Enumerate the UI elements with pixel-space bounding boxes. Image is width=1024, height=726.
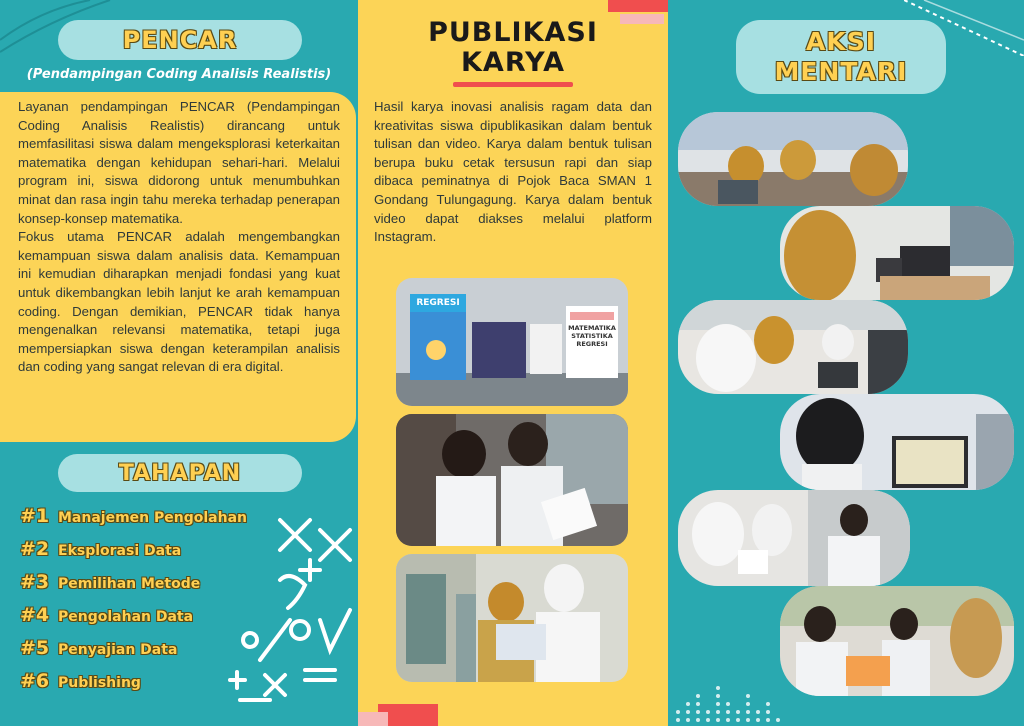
step-label: Pengolahan Data: [58, 609, 194, 625]
publikasi-title: [358, 18, 668, 78]
tahapan-title: TAHAPAN: [118, 460, 242, 486]
step-number: #4: [20, 604, 50, 626]
activity-photo-3: [678, 300, 908, 394]
publikasi-title-line2: KARYA: [461, 47, 565, 78]
publikasi-title-line1: PUBLIKASI: [428, 17, 598, 48]
step-label: Eksplorasi Data: [58, 543, 182, 559]
red-block-decoration-bottom: [358, 704, 438, 726]
pencar-title: PENCAR: [122, 26, 238, 54]
student-teacher-photo: [396, 554, 628, 682]
aksi-mentari-title-pill: [736, 20, 946, 94]
step-label: Publishing: [58, 675, 141, 691]
publikasi-paragraph: Hasil karya inovasi analisis ragam data dan kreativitas siswa dipublikasikan dalam bentuk tulisan dan video. Karya dalam bentuk tulisan berupa buku cetak tersusun rapi dan siap dibaca peminatnya di Pojok Baca SMAN 1 Gondang Tulungagung. Karya dalam bentuk video dapat diakses melalui platform Instagram.: [374, 99, 652, 245]
students-reading-photo: [396, 414, 628, 546]
dot-bars-decoration: [668, 650, 788, 726]
book-cover-title: REGRESI: [416, 298, 460, 308]
books-photo: [396, 278, 628, 406]
tahapan-title-pill: [58, 454, 302, 492]
right-panel: [668, 0, 1024, 726]
step-number: #3: [20, 571, 50, 593]
activity-photo-2: [780, 206, 1014, 300]
step-number: #2: [20, 538, 50, 560]
activity-photo-1: [678, 112, 908, 206]
left-panel: [0, 0, 358, 726]
title-underline: [453, 82, 573, 87]
aksi-mentari-title-line2: MENTARI: [774, 57, 908, 86]
step-label: Pemilihan Metode: [58, 576, 201, 592]
pencar-paragraph-2: Fokus utama PENCAR adalah mengembangkan kemampuan siswa dalam analisis data. Kemampuan ini kemudian diharapkan menjadi fondasi yang kuat untuk dikembangkan lebih lanjut ke arah kemampuan coding. Dengan demikian, PENCAR tidak hanya mengenalkan relevansi matematika, tetapi juga mempersiapkan siswa dengan keterampilan analisis dan coding yang sangat relevan di era digital.: [18, 229, 340, 375]
math-symbols-decoration: [210, 510, 358, 710]
activity-photo-6: [780, 586, 1014, 696]
pencar-title-pill: [58, 20, 302, 60]
red-block-decoration: [608, 0, 668, 26]
pencar-description-card: [0, 92, 356, 442]
aksi-mentari-title-line1: AKSI: [805, 27, 877, 56]
activity-photo-4: [780, 394, 1014, 490]
step-label: Manajemen Pengolahan: [58, 510, 247, 526]
activity-photo-5: [678, 490, 910, 586]
step-number: #1: [20, 505, 50, 527]
middle-panel: [358, 0, 668, 726]
step-number: #5: [20, 637, 50, 659]
pencar-paragraph-1: Layanan pendampingan PENCAR (Pendampingan Coding Analisis Realistis) dirancang untuk memfasilitasi siswa dalam mengeksplorasi keterkaitan matematika dengan kehidupan sehari-hari. Melalui program ini, siswa didorong untuk menumbuhkan minat dan rasa ingin tahu mereka terhadap penerapan konsep-konsep matematika.: [18, 99, 340, 226]
pencar-subtitle: (Pendampingan Coding Analisis Realistis): [26, 67, 332, 82]
book-cover-title-2: MATEMATIKA STATISTIKA REGRESI: [568, 324, 616, 348]
step-label: Penyajian Data: [58, 642, 178, 658]
step-number: #6: [20, 670, 50, 692]
